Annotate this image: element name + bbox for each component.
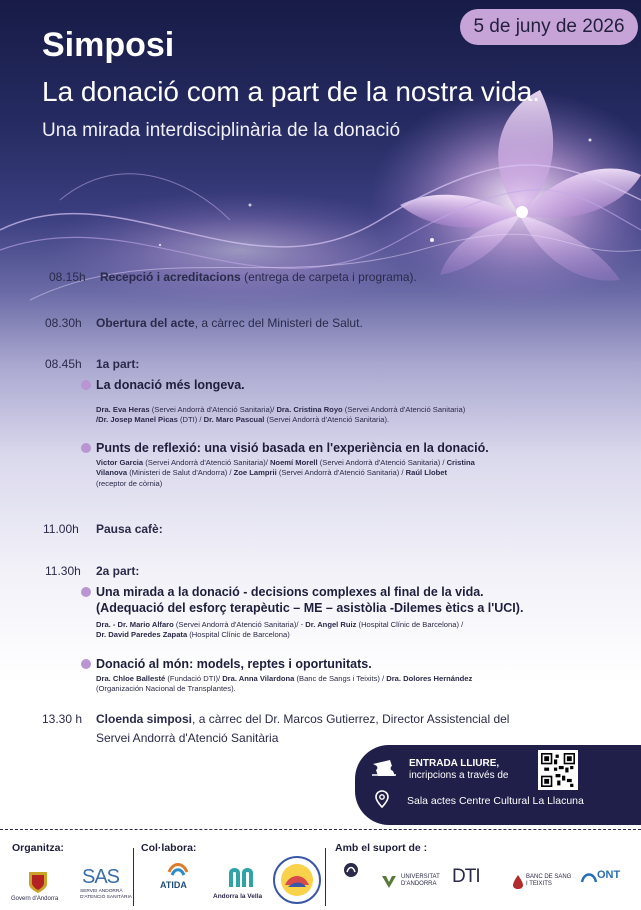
registration-text: incripcions a través de [409,770,509,781]
sas-logo-subtitle: SERVEI ANDORRÀ D'ATENCIÓ SANITÀRIA [80,889,132,900]
program-item-reception: Recepció i acreditacions (entrega de carpeta i programa). [100,270,417,284]
event-date-badge: 5 de juny de 2026 [460,9,638,45]
support-label: Amb el suport de : [335,842,428,854]
time-1130: 11.30h [45,564,81,578]
ticket-icon [370,758,398,778]
session-title-1: La donació més longeva. [96,378,245,392]
session-4-speakers: Dra. Chloe Ballesté (Fundació DTI)/ Dra. Anna Vilardona (Banc de Sangs i Teixits) / Dra. Dolores Hernández (Organización Nacional de Transplantes). [96,674,473,694]
location-pin-icon [375,790,389,808]
session-title-4: Donació al món: models, reptes i oportunitats. [96,657,372,671]
atida-logo: ATIDA [160,880,187,890]
session-1-speakers: Dra. Eva Heras (Servei Andorrà d'Atenció Sanitaria)/ Dra. Cristina Royo (Servei Andorrà d'Atenció Sanitaria) /Dr. Josep Manel Picas (DTI) / Dr. Marc Pascual (Servei Andorrà d'Atenció Sanitaria). [96,405,466,425]
ont-logo: ONT [597,869,621,881]
time-0830: 08.30h [45,316,82,330]
sas-logo: SAS [82,866,120,888]
ont-logo-icon [580,870,598,884]
event-tagline: Una mirada interdisciplinària de la donació [42,120,401,141]
andorra-la-vella-logo: Andorra la Vella [213,893,263,900]
footer-divider [0,829,641,830]
blood-drop-icon [512,874,524,890]
time-1330: 13.30 h [42,712,83,726]
part-two-label: 2a part: [96,564,140,578]
universitat-andorra-logo-icon [381,874,397,890]
time-0815: 08.15h [49,270,86,284]
program-item-coffee-break: Pausa cafè: [96,522,163,536]
session-title-3-detail: (Adequació del esforç terapèutic – ME – asistòlia -Dilemes ètics a l'UCI). [96,601,524,615]
program-item-opening: Obertura del acte, a càrrec del Ministeri de Salut. [96,316,363,330]
govern-andorra-logo [27,870,49,894]
bullet-dot [81,380,91,390]
footer-separator [133,848,134,906]
bullet-dot [81,587,91,597]
part-one-label: 1a part: [96,357,140,371]
info-box [355,745,641,825]
bullet-dot [81,659,91,669]
time-0845: 08.45h [45,357,82,371]
registration-qr-code[interactable] [538,750,578,790]
event-title: Simposi [42,26,175,64]
session-title-2: Punts de reflexió: una visió basada en l'experiència en la donació. [96,441,489,455]
program-item-closing-line2: Servei Andorrà d'Atenció Sanitària [96,731,279,745]
dti-logo: DTI [452,866,480,887]
organizer-label: Organitza: [12,842,64,854]
banc-sang-logo: BANC DE SANG I TEIXITS [526,874,572,887]
association-round-logo [272,855,322,905]
atida-logo-icon [167,858,189,878]
foundation-logo-icon [343,862,359,878]
free-entry-label: ENTRADA LLIURE, [409,758,500,769]
session-3-speakers: Dra. - Dr. Mario Alfaro (Servei Andorrà d'Atenció Sanitaria)/ - Dr. Angel Ruiz (Hospital Clínic de Barcelona) / Dr. David Paredes Zapata (Hospital Clínic de Barcelona) [96,620,464,640]
session-title-3: Una mirada a la donació - decisions complexes al final de la vida. [96,585,484,599]
time-1100: 11.00h [43,522,79,536]
footer-separator [325,848,326,906]
universitat-andorra-logo: UNIVERSITAT D'ANDORRA [401,874,440,887]
venue-name: Sala actes Centre Cultural La Llacuna [407,795,584,807]
andorra-la-vella-logo-icon [228,867,254,889]
collaborator-label: Col·labora: [141,842,197,854]
qr-code-icon [541,753,575,787]
govern-andorra-label: Govern d'Andorra [11,896,59,902]
event-subtitle: La donació com a part de la nostra vida. [42,76,541,107]
program-item-closing: Cloenda simposi, a càrrec del Dr. Marcos Gutierrez, Director Assistencial del [96,712,510,726]
session-2-speakers: Victor Garcia (Servei Andorrà d'Atenció Sanitaria)/ Noemí Morell (Servei Andorrà d'Atenció Sanitaria) / Cristina Vilanova (Ministeri de Salut d'Andorra) / Zoe Lamprii (Servei Andorrà d'Atenció Sanitaria) / Raúl Llobet (receptor de còrnia) [96,458,475,488]
bullet-dot [81,443,91,453]
